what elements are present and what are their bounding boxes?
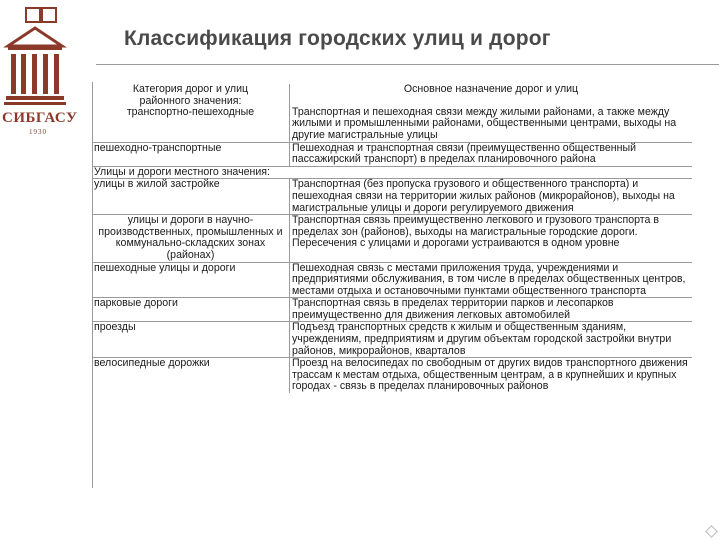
header-purpose: Основное назначение дорог и улиц xyxy=(290,84,693,119)
header-category-line: Категория дорог и улиц xyxy=(132,83,249,95)
page-title: Классификация городских улиц и дорог xyxy=(124,27,551,50)
table-row xyxy=(92,262,692,298)
section-row xyxy=(92,166,692,179)
header-category xyxy=(92,84,290,119)
header-category-line: транспортно-пешеходные xyxy=(126,106,255,119)
category-cell: пешеходные улицы и дороги xyxy=(92,262,290,298)
table-row xyxy=(92,358,692,393)
purpose-cell xyxy=(290,105,693,142)
slide-corner-mark xyxy=(705,525,718,538)
purpose-cell: Пешеходная и транспортная связи (преимущественно общественный пассажирский транспорт) в пределах планировочного района xyxy=(290,142,693,166)
purpose-cell: Транспортная (без пропуска грузового и общественного транспорта) и пешеходная связи на территории жилых районов (микрорайонов), выходы на магистральные улицы и дороги регулируемого движения xyxy=(290,179,693,215)
table-row xyxy=(92,215,692,262)
table-row xyxy=(92,119,692,142)
category-cell: улицы и дороги в научно-производственных, промышленных и коммунально-складских зонах (районах) xyxy=(92,215,290,262)
category-cell xyxy=(92,119,290,142)
building-emblem-icon xyxy=(2,6,68,110)
university-logo xyxy=(2,6,78,136)
table-row xyxy=(92,179,692,215)
table-row xyxy=(92,298,692,322)
category-cell: проезды xyxy=(92,322,290,358)
section-cell: Улицы и дороги местного значения: xyxy=(92,166,692,179)
purpose-cell: Проезд на велосипедах по свободным от других видов транспортного движения трассам к местам отдыха, общественным центрам, а в крупнейших и крупных городах - связь в пределах планировочных районов xyxy=(290,358,693,393)
purpose-cell: Транспортная связь в пределах территории парков и лесопарков преимущественно для движения легковых автомобилей xyxy=(290,298,693,322)
classification-table xyxy=(92,84,692,393)
category-cell: улицы в жилой застройке xyxy=(92,179,290,215)
purpose-cell: Подъезд транспортных средств к жилым и общественным зданиям, учреждениям, предприятиям и другим объектам городской застройки внутри районов, микрорайонов, кварталов xyxy=(290,322,693,358)
category-cell: парковые дороги xyxy=(92,298,290,322)
title-divider xyxy=(96,64,719,65)
purpose-cell: Транспортная связь преимущественно легкового и грузового транспорта в пределах зон (районов), выходы на магистральные городские дороги. Пересечения с улицами и дорогами устраиваются в одном уровне xyxy=(290,215,693,262)
logo-text: СИБГАСУ xyxy=(2,110,78,126)
logo-year: 1930 xyxy=(29,128,47,136)
purpose-cell: Пешеходная связь с местами приложения труда, учреждениями и предприятиями обслуживания, в том числе в пределах общественных центров, местами отдыха и остановочными пунктами общественного транспорта xyxy=(290,262,693,298)
purpose-text: Транспортная и пешеходная связи между жилыми районами, а также между жилыми и промышленными районами, общественными центрами, выходы на другие магистральные улицы xyxy=(292,105,677,141)
table-row xyxy=(92,322,692,358)
category-cell: велосипедные дорожки xyxy=(92,358,290,393)
category-cell: пешеходно-транспортные xyxy=(92,142,290,166)
table-row xyxy=(92,142,692,166)
header-category-line: районного значения: xyxy=(139,94,242,107)
